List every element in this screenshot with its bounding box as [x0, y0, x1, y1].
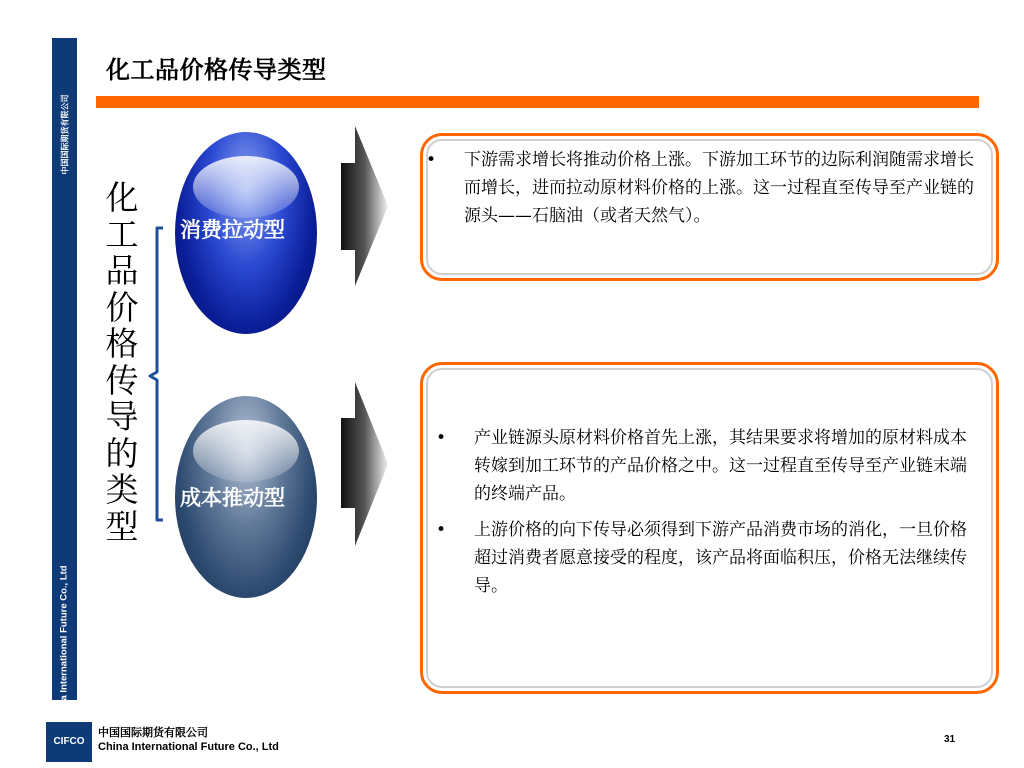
- page-number: 31: [944, 734, 956, 745]
- side-company-en: China International Future Co., Ltd: [58, 565, 70, 722]
- bullet-dot: •: [426, 150, 437, 170]
- consumption-pull-label: 消费拉动型: [180, 218, 285, 242]
- footer-company-en: China International Future Co., Ltd: [98, 741, 279, 753]
- side-company-cn: 中国国际期货有限公司: [60, 94, 70, 175]
- page-title: 化工品价格传导类型: [106, 56, 327, 84]
- bullet-item: [436, 516, 982, 600]
- arrow-icon-bottom: [341, 382, 388, 546]
- arrow-icon-top: [341, 126, 388, 286]
- bullet-text: 上游价格的向下传导必须得到下游产品消费市场的消化，一旦价格超过消费者愿意接受的程度，该产品将面临积压，价格无法继续传导。: [474, 520, 967, 596]
- cifco-logo: CIFCO: [46, 722, 92, 762]
- bullet-dot: •: [436, 520, 447, 540]
- bullet-list-cost: [436, 424, 982, 608]
- cost-push-label: 成本推动型: [180, 486, 285, 510]
- bullet-list-consumption: [426, 146, 976, 238]
- bullet-item: [436, 424, 982, 508]
- vertical-title: 化工品价格传导的类型: [105, 178, 139, 546]
- bullet-text: 产业链源头原材料价格首先上涨，其结果要求将增加的原材料成本转嫁到加工环节的产品价格之中。这一过程直至传导至产业链末端的终端产品。: [474, 428, 967, 504]
- bullet-item: [426, 146, 976, 230]
- bullet-dot: •: [436, 428, 447, 448]
- bullet-text: 下游需求增长将推动价格上涨。下游加工环节的边际利润随需求增长而增长，进而拉动原材料价格的上涨。这一过程直至传导至产业链的源头——石脑油（或者天然气）。: [464, 150, 974, 226]
- footer-company-cn: 中国国际期货有限公司: [98, 726, 208, 739]
